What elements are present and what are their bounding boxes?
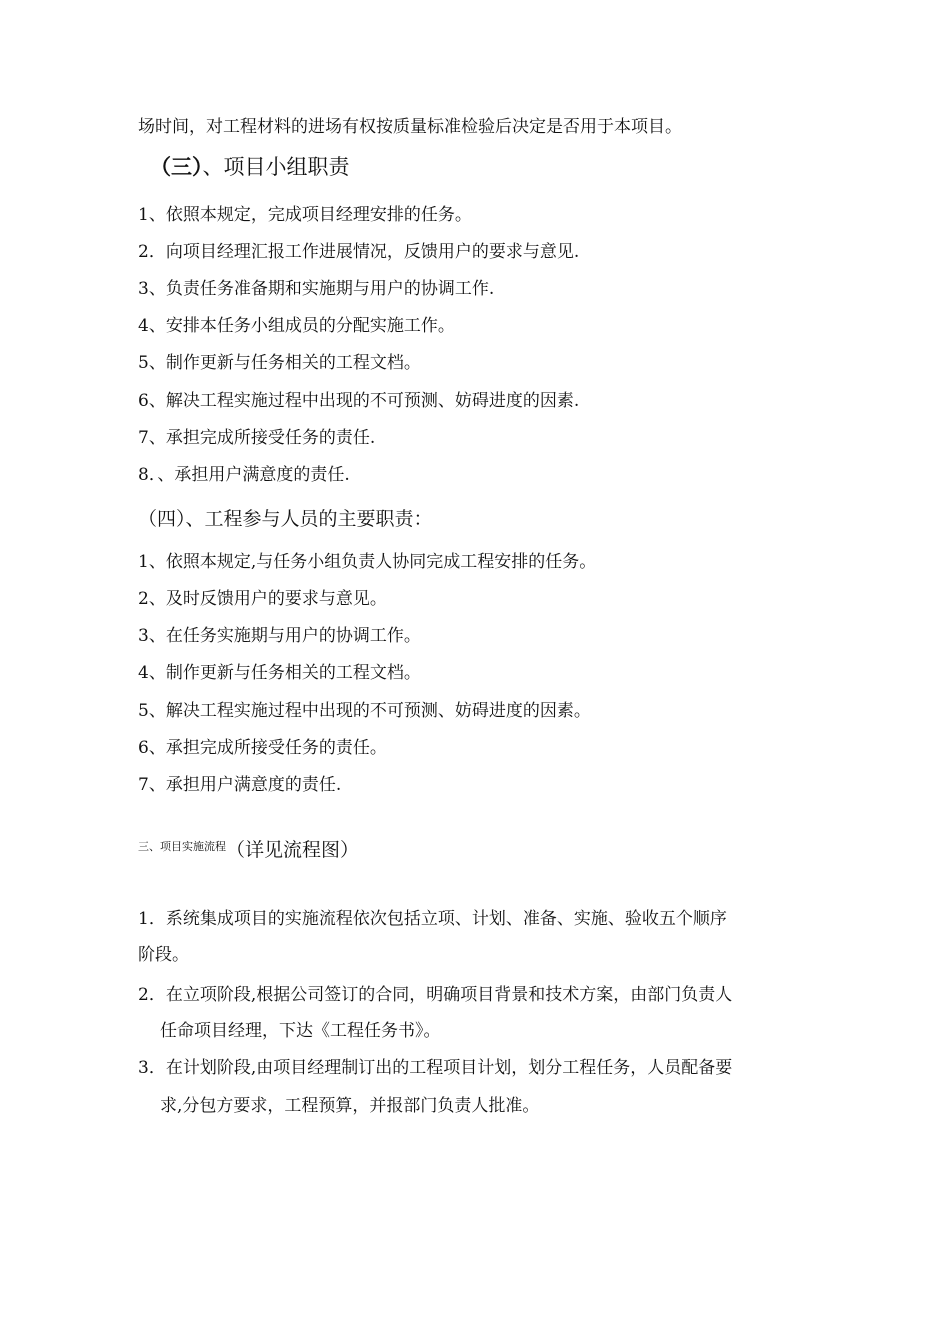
process-paragraph-1-line-2: 阶段。: [138, 945, 189, 965]
section-3-item-5: 5、制作更新与任务相关的工程文档。: [138, 353, 421, 373]
section-3-heading: [150, 152, 350, 182]
section-4-item-3: 3、在任务实施期与用户的协调工作。: [138, 626, 421, 646]
process-paragraph-2-line-2: 任命项目经理，下达《工程任务书》。: [160, 1021, 441, 1041]
section-3-item-2: 2．向项目经理汇报工作进展情况，反馈用户的要求与意见.: [138, 242, 580, 262]
section-3-item-3: 3、负责任务准备期和实施期与用户的协调工作.: [138, 279, 495, 299]
section-3-heading-text: 、项目小组职责: [202, 155, 350, 179]
section-3-item-4: 4、安排本任务小组成员的分配实施工作。: [138, 316, 455, 336]
section-3-item-1: 1、依照本规定，完成项目经理安排的任务。: [138, 205, 472, 225]
section-4-item-6: 6、承担完成所接受任务的责任。: [138, 738, 387, 758]
process-paragraph-1-line-1: 1．系统集成项目的实施流程依次包括立项、计划、准备、实施、验收五个顺序: [138, 909, 727, 929]
section-3-item-7: 7、承担完成所接受任务的责任.: [138, 428, 376, 448]
process-paragraph-2-line-1: 2．在立项阶段,根据公司签订的合同，明确项目背景和技术方案，由部门负责人: [138, 985, 733, 1005]
process-paragraph-3-line-2: 求,分包方要求，工程预算，并报部门负责人批准。: [160, 1096, 540, 1116]
process-paragraph-3-line-1: 3．在计划阶段,由项目经理制订出的工程项目计划，划分工程任务，人员配备要: [138, 1058, 733, 1078]
process-heading-title: 三、项目实施流程: [138, 840, 226, 853]
section-3-heading-number: （三）: [150, 154, 203, 179]
section-4-item-4: 4、制作更新与任务相关的工程文档。: [138, 663, 421, 683]
process-heading: [138, 835, 359, 863]
section-4-item-7: 7、承担用户满意度的责任.: [138, 775, 342, 795]
section-4-heading: （四）、工程参与人员的主要职责：: [138, 508, 433, 530]
section-4-item-1: 1、依照本规定,与任务小组负责人协同完成工程安排的任务。: [138, 552, 597, 572]
intro-line: 场时间，对工程材料的进场有权按质量标准检验后决定是否用于本项目。: [138, 117, 682, 137]
section-3-item-8: 8．、承担用户满意度的责任.: [138, 465, 350, 485]
section-3-item-6: 6、解决工程实施过程中出现的不可预测、妨碍进度的因素.: [138, 391, 580, 411]
process-heading-note: （详见流程图）: [226, 839, 360, 861]
section-4-item-2: 2、及时反馈用户的要求与意见。: [138, 589, 387, 609]
section-4-item-5: 5、解决工程实施过程中出现的不可预测、妨碍进度的因素。: [138, 701, 591, 721]
